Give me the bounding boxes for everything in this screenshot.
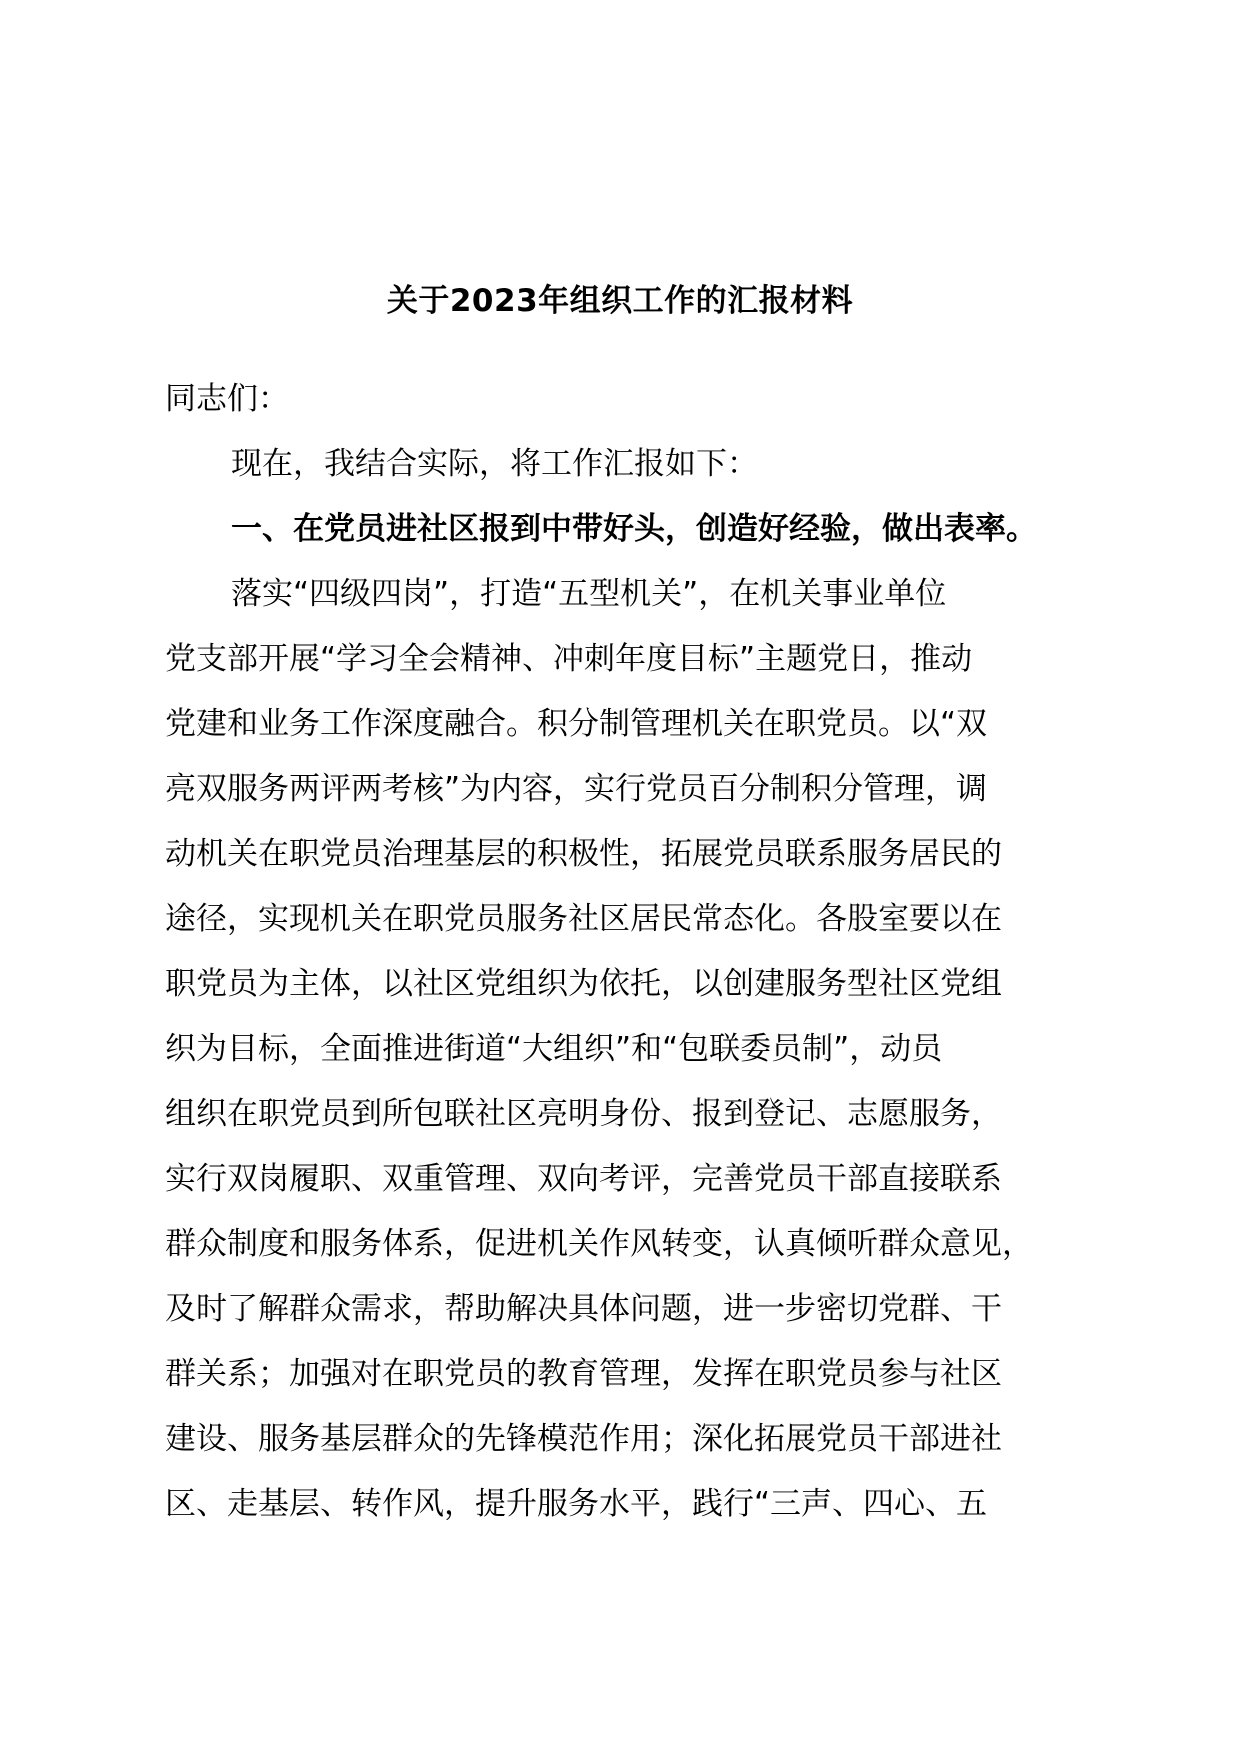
paragraph-line: 党支部开展“学习全会精神、冲刺年度目标”主题党日，推动 — [165, 641, 973, 677]
body-paragraph-1 — [165, 562, 1115, 1537]
salutation: 同志们： — [165, 381, 289, 417]
paragraph-line: 落实“四级四岗”，打造“五型机关”，在机关事业单位 — [231, 576, 947, 612]
intro-paragraph: 现在，我结合实际，将工作汇报如下： — [231, 446, 758, 482]
document-title: 关于2023年组织工作的汇报材料 — [386, 283, 854, 319]
paragraph-line: 实行双岗履职、双重管理、双向考评，完善党员干部直接联系 — [165, 1161, 1002, 1197]
paragraph-line: 群关系；加强对在职党员的教育管理，发挥在职党员参与社区 — [165, 1356, 1002, 1392]
section-heading-1: 一、在党员进社区报到中带好头，创造好经验，做出表率。 — [231, 511, 1037, 547]
paragraph-line: 区、走基层、转作风，提升服务水平，践行“三声、四心、五 — [165, 1486, 988, 1522]
paragraph-line: 织为目标，全面推进街道“大组织”和“包联委员制”，动员 — [165, 1031, 943, 1067]
paragraph-line: 亮双服务两评两考核”为内容，实行党员百分制积分管理，调 — [165, 771, 988, 807]
paragraph-line: 途径，实现机关在职党员服务社区居民常态化。各股室要以在 — [165, 901, 1002, 937]
paragraph-line: 群众制度和服务体系，促进机关作风转变，认真倾听群众意见， — [165, 1226, 1033, 1262]
paragraph-line: 职党员为主体，以社区党组织为依托，以创建服务型社区党组 — [165, 966, 1002, 1002]
paragraph-line: 党建和业务工作深度融合。积分制管理机关在职党员。以“双 — [165, 706, 988, 742]
paragraph-line: 组织在职党员到所包联社区亮明身份、报到登记、志愿服务， — [165, 1096, 1002, 1132]
paragraph-line: 动机关在职党员治理基层的积极性，拓展党员联系服务居民的 — [165, 836, 1002, 872]
paragraph-line: 建设、服务基层群众的先锋模范作用；深化拓展党员干部进社 — [165, 1421, 1002, 1457]
paragraph-line: 及时了解群众需求，帮助解决具体问题，进一步密切党群、干 — [165, 1291, 1002, 1327]
